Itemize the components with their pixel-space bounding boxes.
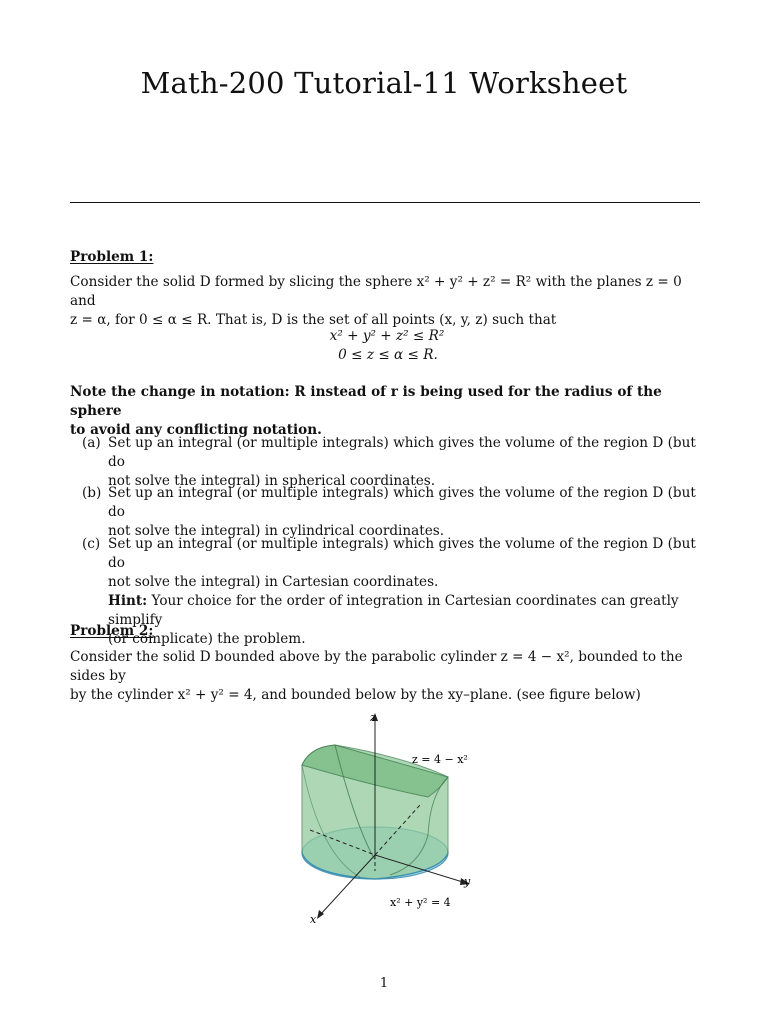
problem1-inequalities — [70, 327, 700, 365]
inequality-1: x² + y² + z² ≤ R² — [329, 328, 445, 344]
problem1-intro: Consider the solid D formed by slicing the sphere x² + y² + z² = R² with the planes z = 0 and z = α, for 0 ≤ α ≤ R. That is, D is the set of all points (x, y, z) such that — [70, 274, 682, 328]
problem1-item-a: (a) Set up an integral (or multiple integrals) which gives the volume of the region D (but do not solve the integral) in spherical coordinates. — [82, 435, 696, 489]
solid-figure — [290, 705, 490, 935]
inequality-2: 0 ≤ z ≤ α ≤ R. — [338, 347, 438, 363]
problem1-item-b: (b) Set up an integral (or multiple integrals) which gives the volume of the region D (but do not solve the integral) in cylindrical coordinates. — [82, 485, 696, 539]
title-divider — [70, 202, 700, 203]
x-axis-label: x — [310, 913, 317, 926]
problem2-heading: Problem 2: — [70, 623, 154, 639]
base-label: x² + y² = 4 — [390, 896, 451, 909]
problem1-heading: Problem 1: — [70, 249, 154, 265]
y-axis-label: y — [464, 875, 471, 888]
problem2-text: Consider the solid D bounded above by the parabolic cylinder z = 4 − x², bounded to the sides by by the cylinder x² + y² = 4, and bounded below by the xy–plane. (see figure below) — [70, 649, 683, 703]
z-axis-label: z — [370, 711, 376, 724]
problem1-note: Note the change in notation: R instead of r is being used for the radius of the sphere to avoid any conflicting notation. — [70, 384, 662, 438]
page-number: 1 — [379, 976, 389, 991]
page-title: Math-200 Tutorial-11 Worksheet — [140, 66, 628, 100]
hint-label: Hint: — [108, 593, 148, 609]
problem1-item-c: (c) Set up an integral (or multiple integrals) which gives the volume of the region D (but do not solve the integral) in Cartesian coordinates. Hint: Your choice for the order of integration in Cartesian coordinates can greatly simplify (or complicate) the problem. — [82, 536, 696, 647]
top-surface-label: z = 4 − x² — [412, 753, 468, 766]
